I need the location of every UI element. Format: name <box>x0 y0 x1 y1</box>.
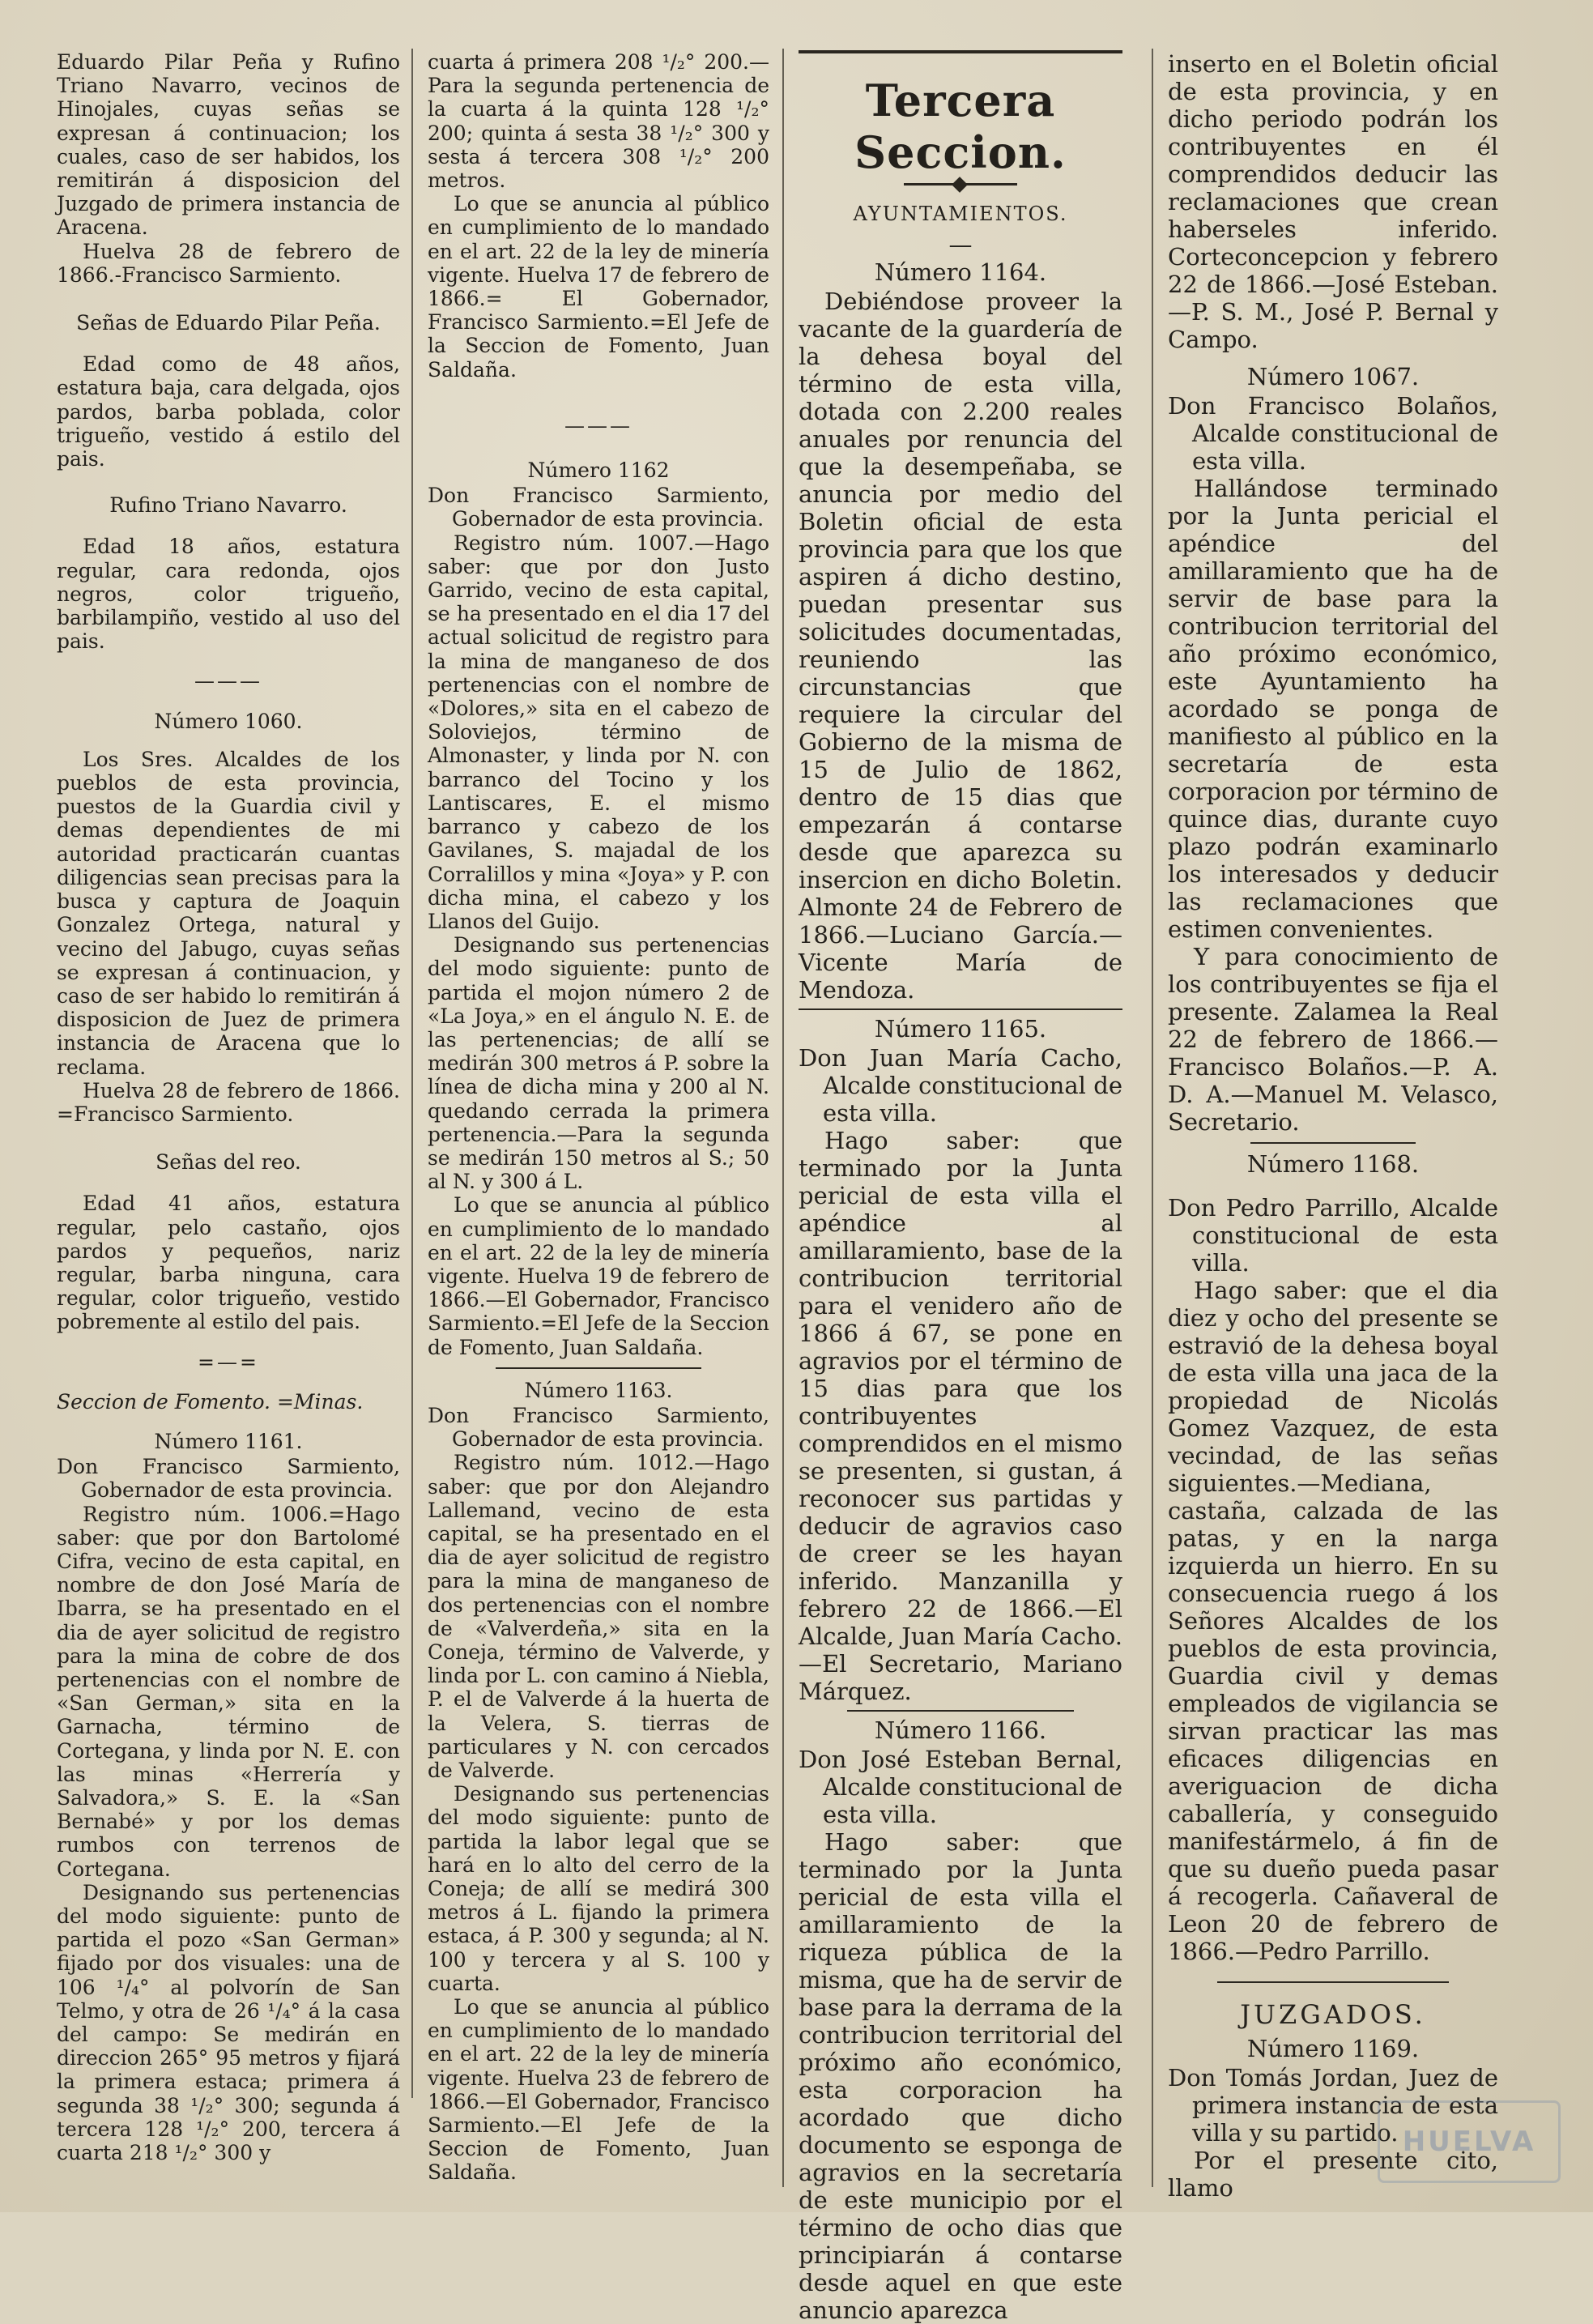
subheading: Señas de Eduardo Pilar Peña. <box>76 311 381 335</box>
notice-number: Número 1169. <box>1246 2035 1420 2062</box>
divider <box>1217 1981 1449 1983</box>
column-rule <box>1152 49 1153 2187</box>
column-1 <box>57 50 400 2189</box>
paragraph: Los Sres. Alcaldes de los pueblos de esta provincia, puestos de la Guardia civil y demas dependientes de mi autoridad practicarán cuantas diligencias sean precisas para la busca y captura de Joaquin Gonzalez Ortega, natural y vecino del Jabugo, cuyas señas se expresan á continuacion, y caso de ser habido lo remitirán á disposicion de Juez de primera instancia de Aracena que lo reclama. <box>57 747 400 1079</box>
paragraph: Edad como de 48 años, estatura baja, cara delgada, ojos pardos, barba poblada, color trigueño, vestido á estilo del pais. <box>57 352 400 471</box>
separator: =—= <box>198 1350 259 1374</box>
ornament <box>904 183 1017 185</box>
date-signature: Huelva 28 de febrero de 1866.-Francisco Sarmiento. <box>57 239 400 287</box>
paragraph: Lo que se anuncia al público en cumplimiento de lo mandado en el art. 22 de la ley de minería vigente. Huelva 23 de febrero de 1866.—El Gobernador, Francisco Sarmiento.—El Jefe de la Seccion de Fomento, Juan Saldaña. <box>428 1995 769 2185</box>
notice-header: Don Tomás Jordan, Juez de primera instancia de esta villa y su partido. <box>1168 2064 1498 2147</box>
paragraph: Hago saber: que el dia diez y ocho del presente se estravió de la dehesa boyal de esta villa una jaca de la propiedad de Nicolás Gomez Vazquez, de esta vecindad, de las señas siguientes.—Mediana, castaña, calzada de las patas, y en la narga izquierda un hierro. En su consecuencia ruego á los Señores Alcaldes de los pueblos de esta provincia, Guardia civil y demas empleados de vigilancia se sirvan practicar las mas eficaces diligencias en averiguacion de dicha caballería, y conseguido manifestármelo, á fin de que su dueño pueda pasar á recogerla. Cañaveral de Leon 20 de febrero de 1866.—Pedro Parrillo. <box>1168 1277 1498 1965</box>
divider <box>799 1008 1122 1010</box>
separator: ——— <box>194 669 262 693</box>
paragraph: Edad 41 años, estatura regular, pelo castaño, ojos pardos y pequeños, nariz regular, barba ninguna, cara regular, color trigueño, vestido pobremente al estilo del pais. <box>57 1192 400 1334</box>
notice-header: Don Francisco Bolaños, Alcalde constitucional de esta villa. <box>1168 392 1498 475</box>
subheading: Rufino Triano Navarro. <box>109 493 347 518</box>
date-signature: Huelva 28 de febrero de 1866. =Francisco Sarmiento. <box>57 1078 400 1126</box>
notice-number: Número 1067. <box>1246 363 1420 390</box>
paragraph: Designando sus pertenencias del modo siguiente: punto de partida el mojon número 2 de «La Joya,» en el ángulo N. E. de las pertenencias; de allí se medirán 300 metros á P. sobre la línea de dicha mina y 200 al N. quedando cerrada la primera pertenencia.—Para la segunda se medirán 150 metros al S.; 50 al N. y 300 á L. <box>428 933 769 1194</box>
paragraph: Registro núm. 1012.—Hago saber: que por don Alejandro Lallemand, vecino de esta capital, se ha presentado en el dia de ayer solicitud de registro para la mina de manganeso de dos pertenencias con el nombre de «Valverdeña,» sita en la Coneja, término de Valverde, y linda por L. con camino á Niebla, P. el de Valverde á la huerta de la Velera, S. tierras de particulares y N. con cercados de Valverde. <box>428 1451 769 1783</box>
paragraph: Edad 18 años, estatura regular, cara redonda, ojos negros, color trigueño, barbilampiño, vestido al uso del pais. <box>57 535 400 654</box>
column-4 <box>1168 50 1498 2202</box>
column-3 <box>799 50 1122 2324</box>
notice-header: Don Pedro Parrillo, Alcalde constitucional de esta villa. <box>1168 1194 1498 1277</box>
archive-watermark: HUELVA <box>1378 2100 1561 2183</box>
notice-number: Número 1161. <box>154 1429 303 1453</box>
paragraph: Por el presente cito, llamo <box>1168 2147 1498 2202</box>
paragraph: Designando sus pertenencias del modo siguiente: punto de partida la labor legal que se hará en lo alto del cerro de la Coneja; de allí se medirá 300 metros á L. fijando la primera estaca, á P. 300 y segunda; al N. 100 y tercera y al S. 100 y cuarta. <box>428 1782 769 1995</box>
notice-number: Número 1164. <box>874 258 1047 286</box>
paragraph: Hago saber: que terminado por la Junta pericial de esta villa el apéndice al amillaramiento, base de la contribucion territorial para el venidero año de 1866 á 67, se pone en agravios por el término de 15 dias para que los contribuyentes comprendidos en el mismo se presenten, si gustan, á reconocer sus partidas y deducir de agravios caso de creer se les hayan inferido. Manzanilla y febrero 22 de 1866.—El Alcalde, Juan María Cacho.—El Secretario, Mariano Márquez. <box>799 1127 1122 1705</box>
divider <box>1250 1142 1416 1144</box>
column-2 <box>428 50 769 2189</box>
section-subtitle: AYUNTAMIENTOS. <box>853 203 1068 225</box>
paragraph: Lo que se anuncia al público en cumplimiento de lo mandado en el art. 22 de la ley de minería vigente. Huelva 17 de febrero de 1866.= El Gobernador, Francisco Sarmiento.=El Jefe de la Seccion de Fomento, Juan Saldaña. <box>428 192 769 382</box>
paragraph: cuarta á primera 208 ¹/₂° 200.—Para la segunda pertenencia de la cuarta á la quinta 128 ¹/₂° 200; quinta á sesta 38 ¹/₂° 300 y sesta á tercera 308 ¹/₂° 200 metros. <box>428 50 769 193</box>
divider <box>496 1367 701 1369</box>
notice-header: Don Francisco Sarmiento, Gobernador de esta provincia. <box>428 484 769 531</box>
paragraph: Debiéndose proveer la vacante de la guardería de la dehesa boyal del término de esta villa, dotada con 2.200 reales anuales por renuncia del que la desempeñaba, se anuncia por medio del Boletin oficial de esta provincia para que los que aspiren á dicho destino, puedan presentar sus solicitudes documentadas, reuniendo las circunstancias que requiere la circular del Gobierno de la misma de 15 de Julio de 1862, dentro de 15 dias que empezarán á contarse desde que aparezca su insercion en dicho Boletin. Almonte 24 de Febrero de 1866.—Luciano García.—Vicente María de Mendoza. <box>799 288 1122 1004</box>
column-rule <box>411 49 413 2098</box>
paragraph: inserto en el Boletin oficial de esta provincia, y en dicho periodo podrán los contribuyentes en él comprendidos deducir las reclamaciones que crean haberseles inferido. Corteconcepcion y febrero 22 de 1866.—José Esteban.—P. S. M., José P. Bernal y Campo. <box>1168 50 1498 353</box>
divider <box>847 1710 1074 1712</box>
notice-number: Número 1168. <box>1246 1150 1420 1178</box>
notice-header: Don Juan María Cacho, Alcalde constitucional de esta villa. <box>799 1044 1122 1127</box>
notice-number: Número 1165. <box>874 1015 1047 1043</box>
section-heading: JUZGADOS. <box>1240 1999 1426 2030</box>
notice-header: Don Francisco Sarmiento, Gobernador de esta provincia. <box>57 1455 400 1503</box>
column-rule <box>782 49 784 2187</box>
subheading: Señas del reo. <box>155 1150 301 1175</box>
notice-header: Don Francisco Sarmiento, Gobernador de esta provincia. <box>428 1403 769 1452</box>
notice-number: Número 1060. <box>154 709 303 733</box>
paragraph: Y para conocimiento de los contribuyentes se fija el presente. Zalamea la Real 22 de febrero de 1866.—Francisco Bolaños.—P. A. D. A.—Manuel M. Velasco, Secretario. <box>1168 943 1498 1136</box>
paragraph: Lo que se anuncia al público en cumplimiento de lo mandado en el art. 22 de la ley de minería vigente. Huelva 19 de febrero de 1866.—El Gobernador, Francisco Sarmiento.=El Jefe de la Seccion de Fomento, Juan Saldaña. <box>428 1193 769 1359</box>
dash: — <box>948 231 973 258</box>
section-title: Tercera Seccion. <box>854 75 1067 178</box>
paragraph: Hago saber: que terminado por la Junta pericial de esta villa el amillaramiento de la riqueza pública de la misma, que ha de servir de base para la derrama de la contribucion territorial del próximo año económico, esta corporacion ha acordado que dicho documento se esponga de agravios en la secretaría de este municipio por el término de ocho dias que principiarán á contarse desde aquel en que este anuncio aparezca <box>799 1828 1122 2324</box>
notice-number: Número 1166. <box>874 1716 1047 1744</box>
section-heading: Seccion de Fomento. =Minas. <box>57 1389 364 1414</box>
paragraph: Registro núm. 1006.=Hago saber: que por don Bartolomé Cifra, vecino de esta capital, en nombre de don José María de Ibarra, se ha presentado en el dia de ayer solicitud de registro para la mina de cobre de dos pertenencias con el nombre de «San German,» sita en la Garnacha, término de Cortegana, y linda por N. E. con las minas «Herrería y Salvadora,» S. E. la «San Bernabé» y por los demas rumbos con terrenos de Cortegana. <box>57 1502 400 1881</box>
paragraph: Eduardo Pilar Peña y Rufino Triano Navarro, vecinos de Hinojales, cuyas señas se expresan á continuacion; los cuales, caso de ser habidos, los remitirán á disposicion del Juzgado de primera instancia de Aracena. <box>57 50 400 240</box>
top-rule <box>799 50 1122 53</box>
notice-number: Número 1162 <box>527 458 670 483</box>
notice-header: Don José Esteban Bernal, Alcalde constitucional de esta villa. <box>799 1746 1122 1828</box>
separator: ——— <box>564 413 633 437</box>
notice-number: Número 1163. <box>524 1378 673 1402</box>
paragraph: Designando sus pertenencias del modo siguiente: punto de partida el pozo «San German» fijado por dos visuales: una de 106 ¹/₄° al polvorín de San Telmo, y otra de 26 ¹/₄° á la casa del campo: Se medirán en direccion 265° 95 metros y fijará la primera estaca; primera á segunda 38 ¹/₂° 300; segunda á tercera 128 ¹/₂° 200, tercera á cuarta 218 ¹/₂° 300 y <box>57 1880 400 2165</box>
paragraph: Registro núm. 1007.—Hago saber: que por don Justo Garrido, vecino de esta capital, se ha presentado en el dia 17 del actual solicitud de registro para la mina de manganeso de dos pertenencias con el nombre de «Dolores,» sita en el cabezo de Soloviejos, término de Almonaster, y linda por N. con barranco del Tocino y los Lantiscares, E. el mismo barranco y cabezo de los Gavilanes, S. majadal de los Corralillos y mina «Joya» y P. con dicha mina, el cabezo y los Llanos del Guijo. <box>428 531 769 933</box>
paragraph: Hallándose terminado por la Junta pericial el apéndice del amillaramiento que ha de servir de base para la contribucion territorial del año próximo económico, este Ayuntamiento ha acordado se ponga de manifiesto al público en la secretaría de esta corporacion por término de quince dias, durante cuyo plazo podrán examinarlo los interesados y deducir las reclamaciones que estimen convenientes. <box>1168 475 1498 943</box>
